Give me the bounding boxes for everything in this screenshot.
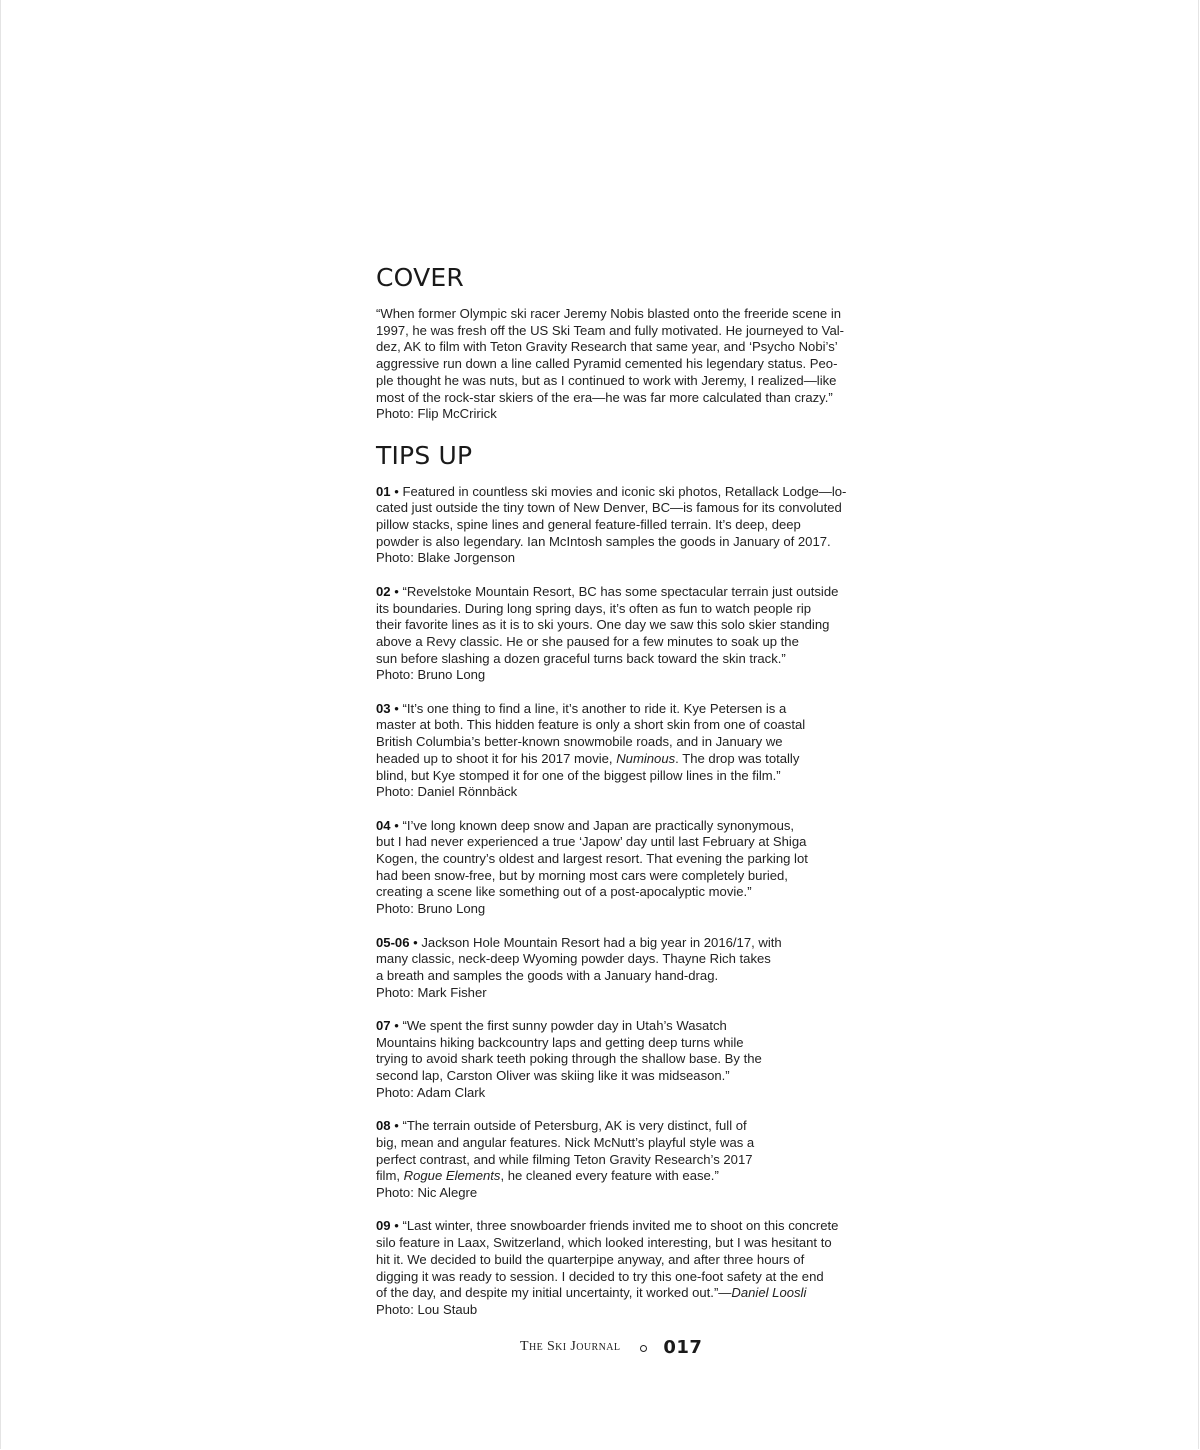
caption-body-before: “The terrain outside of Petersburg, AK is very distinct, full of big, mean and angular features. Nick McNutt’s playful style was a perfect contrast, and while filming Teton Gravity Research’s 2017 film, — [376, 1118, 755, 1184]
caption-body-after: , he cleaned every feature with ease.” — [500, 1168, 719, 1184]
caption-text — [376, 1118, 868, 1185]
bullet-separator: • — [390, 1118, 403, 1134]
caption-text — [376, 584, 868, 668]
caption-number: 08 — [376, 1118, 391, 1134]
bullet-separator: • — [390, 483, 403, 499]
caption-entry-05-06 — [376, 935, 868, 1002]
cover-heading: COVER — [376, 263, 464, 292]
bullet-separator: • — [409, 934, 422, 950]
caption-text — [376, 935, 868, 985]
bullet-separator: • — [390, 583, 403, 599]
cover-caption — [376, 306, 868, 423]
caption-number: 02 — [376, 583, 391, 599]
tips-up-heading: TIPS UP — [376, 440, 473, 470]
circle-separator-icon — [640, 1345, 647, 1352]
photo-credit: Photo: Lou Staub — [376, 1301, 478, 1317]
photo-credit: Photo: Daniel Rönnbäck — [376, 784, 518, 800]
photo-credit: Photo: Bruno Long — [376, 901, 486, 917]
caption-text — [376, 1218, 868, 1302]
bullet-separator: • — [390, 700, 403, 716]
caption-entry-03 — [376, 701, 868, 801]
page-footer — [520, 1335, 702, 1359]
caption-body: “I’ve long known deep snow and Japan are practically synonymous, but I had never experienced a true ‘Japow’ day until last February at Shiga Kogen, the country’s oldest and largest resort. That evening the parking lot had been snow-free, but by morning most cars were completely buried, creating a scene like something out of a post-apocalyptic movie.” — [376, 817, 808, 900]
quote-attribution: Daniel Loosli — [731, 1285, 807, 1301]
caption-body-before: “It’s one thing to find a line, it’s another to ride it. Kye Petersen is a master at both. This hidden feature is only a short skin from one of coastal British Columbia’s better-known snowmobile roads, and in January we headed up to shoot it for his 2017 movie, — [376, 700, 806, 766]
caption-body: Jackson Hole Mountain Resort had a big year in 2016/17, with many classic, neck-deep Wyoming powder days. Thayne Rich takes a breath and samples the goods with a January hand-drag. — [376, 934, 782, 983]
film-title: Rogue Elements — [403, 1168, 501, 1184]
caption-entry-02 — [376, 584, 868, 684]
caption-entry-01 — [376, 484, 868, 568]
film-title: Numinous — [616, 750, 676, 766]
caption-number: 04 — [376, 817, 391, 833]
cover-photo-credit: Photo: Flip McCririck — [376, 406, 497, 422]
bullet-separator: • — [390, 1218, 403, 1234]
photo-credit: Photo: Adam Clark — [376, 1084, 486, 1100]
cover-caption-text: “When former Olympic ski racer Jeremy Nobis blasted onto the freeride scene in 1997, he was fresh off the US Ski Team and fully motivated. He journeyed to Val- dez, AK to film with Teton Gravity Research that same year, and ‘Psycho Nobi’s’ aggressive run down a line called Pyramid cemented his legendary status. Peo- ple thought he was nuts, but as I continued to work with Jeremy, I realized—like most of the rock-star skiers of the era—he was far more calculated than crazy.” — [376, 306, 844, 405]
caption-entry-08 — [376, 1118, 868, 1202]
caption-entry-07 — [376, 1018, 868, 1102]
photo-credit: Photo: Mark Fisher — [376, 984, 487, 1000]
photo-credit: Photo: Nic Alegre — [376, 1185, 478, 1201]
page-number: 017 — [663, 1336, 703, 1358]
bullet-separator: • — [390, 1018, 403, 1034]
photo-credit: Photo: Bruno Long — [376, 667, 486, 683]
caption-body: Featured in countless ski movies and iconic ski photos, Retallack Lodge—lo- cated just outside the tiny town of New Denver, BC—is famous for its convoluted pillow stacks, spine lines and general feature-filled terrain. It’s deep, deep powder is also legendary. Ian McIntosh samples the goods in January of 2017. — [376, 483, 847, 549]
article-column — [376, 262, 868, 1319]
caption-number: 05-06 — [376, 934, 410, 950]
caption-number: 07 — [376, 1018, 391, 1034]
caption-body-after: . The drop was totally blind, but Kye stomped it for one of the biggest pillow lines in the film.” — [376, 750, 800, 783]
caption-text — [376, 484, 868, 551]
caption-entry-09 — [376, 1218, 868, 1318]
publication-name: The Ski Journal — [520, 1339, 621, 1354]
caption-body: “Revelstoke Mountain Resort, BC has some spectacular terrain just outside its boundaries. During long spring days, it’s often as fun to watch people rip their favorite lines as it is to ski yours. One day we saw this solo skier standing above a Revy classic. He or she paused for a few minutes to soak up the sun before slashing a dozen graceful turns back toward the skin track.” — [376, 583, 839, 666]
caption-text — [376, 701, 868, 785]
caption-number: 01 — [376, 483, 391, 499]
bullet-separator: • — [390, 817, 403, 833]
caption-entry-04 — [376, 818, 868, 918]
photo-credit: Photo: Blake Jorgenson — [376, 550, 516, 566]
caption-number: 09 — [376, 1218, 391, 1234]
caption-body: “We spent the first sunny powder day in Utah’s Wasatch Mountains hiking backcountry laps and getting deep turns while trying to avoid shark teeth poking through the shallow base. By the second lap, Carston Oliver was skiing like it was midseason.” — [376, 1018, 762, 1084]
caption-body-before: “Last winter, three snowboarder friends invited me to shoot on this concrete silo feature in Laax, Switzerland, which looked interesting, but I was hesitant to hit it. We decided to build the quarterpipe anyway, and after three hours of digging it was ready to session. I decided to try this one-foot safety at the end of the day, and despite my initial uncertainty, it worked out.”— — [376, 1218, 839, 1301]
caption-text — [376, 1018, 868, 1085]
caption-number: 03 — [376, 700, 391, 716]
caption-text — [376, 818, 868, 902]
